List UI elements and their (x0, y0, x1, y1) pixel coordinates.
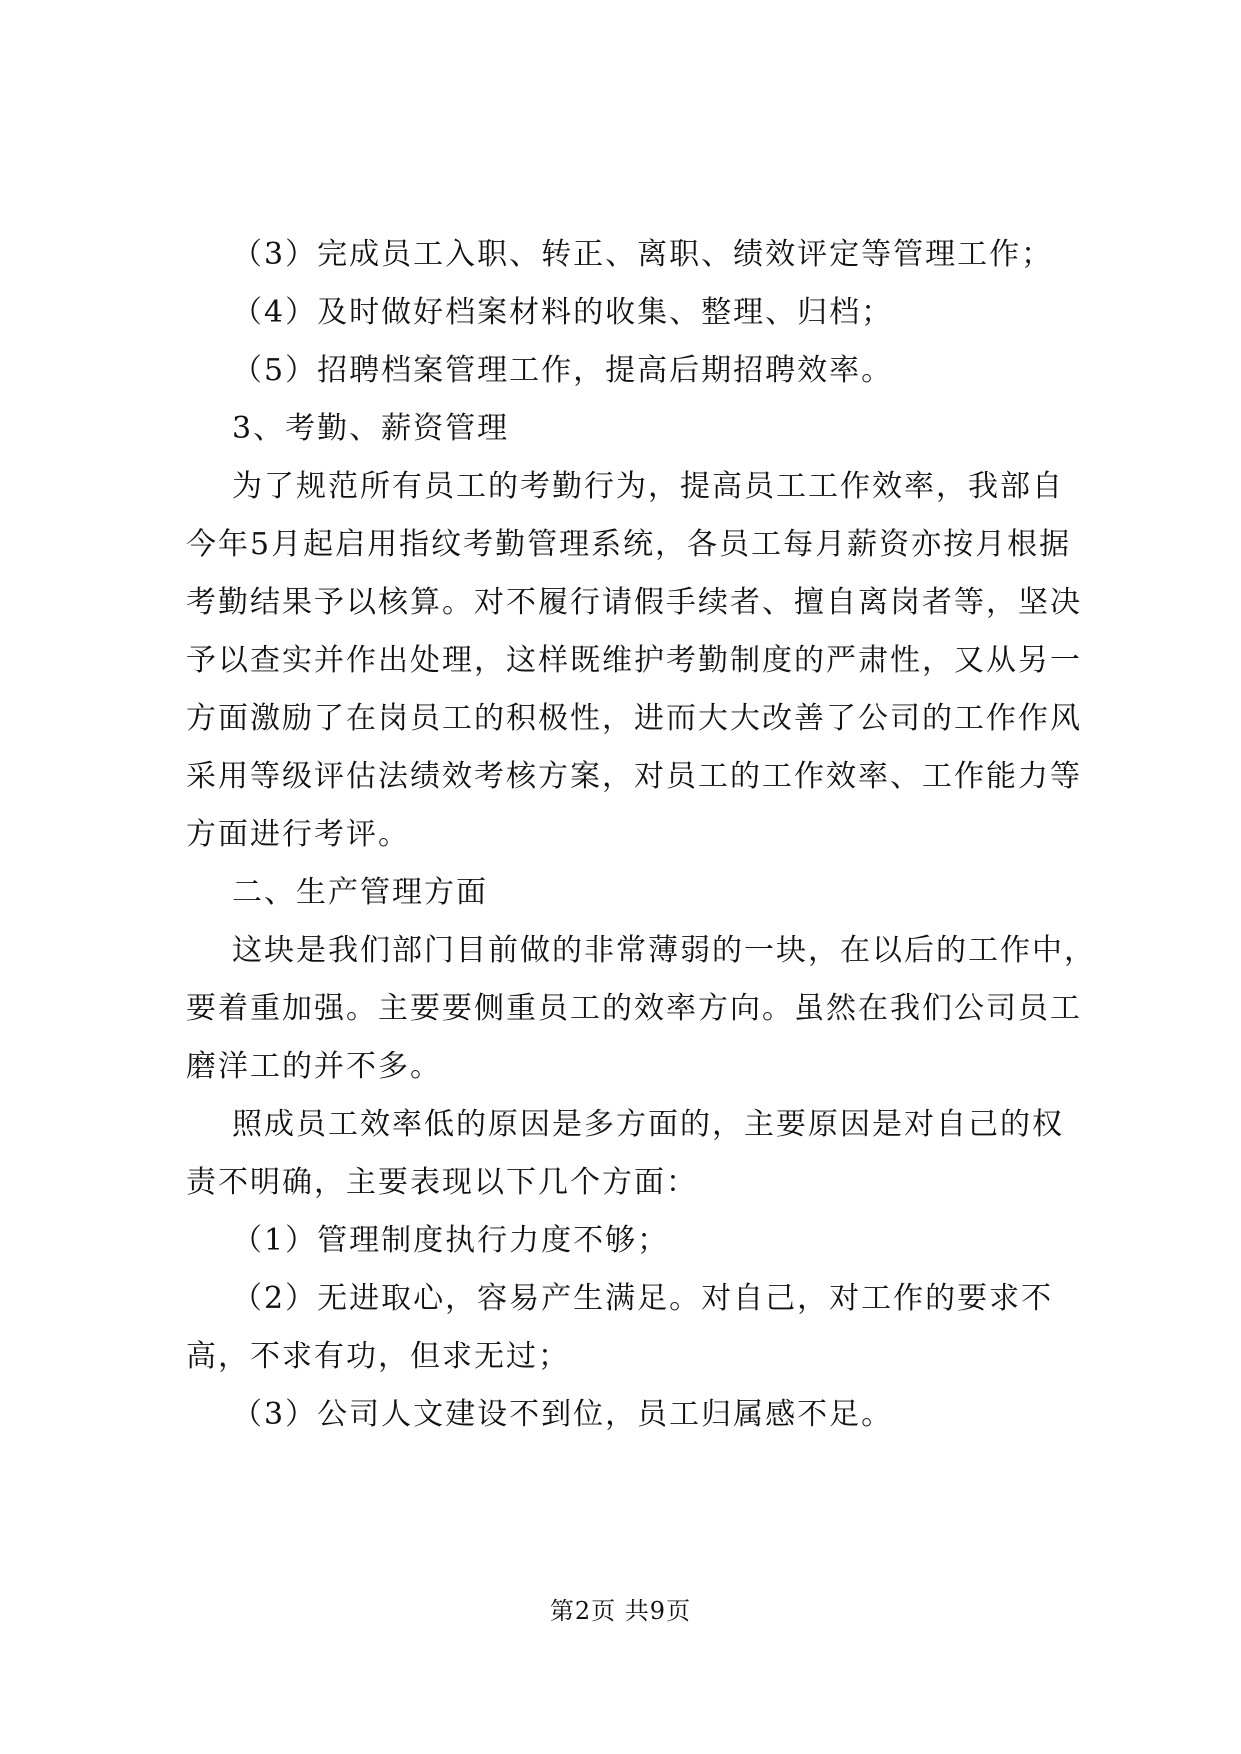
list-item: （3）完成员工入职、转正、离职、绩效评定等管理工作； (232, 237, 1054, 272)
paragraph-line: 考勤结果予以核算。对不履行请假手续者、擅自离岗者等，坚决 (186, 585, 1082, 620)
paragraph-line: 方面激励了在岗员工的积极性，进而大大改善了公司的工作作风 (186, 701, 1082, 736)
paragraph-line: 照成员工效率低的原因是多方面的，主要原因是对自己的权 (232, 1107, 1064, 1142)
list-item-continuation: 高，不求有功，但求无过； (186, 1339, 570, 1374)
paragraph-line: 今年5月起启用指纹考勤管理系统，各员工每月薪资亦按月根据 (186, 527, 1072, 562)
page-number-footer: 第2页 共9页 (549, 1597, 692, 1625)
paragraph-line: 采用等级评估法绩效考核方案，对员工的工作效率、工作能力等 (186, 759, 1082, 794)
list-item: （1）管理制度执行力度不够； (232, 1223, 670, 1258)
document-body (186, 226, 1096, 1444)
paragraph-line: 要着重加强。主要要侧重员工的效率方向。虽然在我们公司员工 (186, 991, 1082, 1026)
section-heading: 二、生产管理方面 (232, 875, 488, 910)
paragraph-line: 这块是我们部门目前做的非常薄弱的一块，在以后的工作中， (232, 933, 1096, 968)
paragraph-line: 予以查实并作出处理，这样既维护考勤制度的严肃性，又从另一 (186, 643, 1082, 678)
paragraph-line: 方面进行考评。 (186, 817, 410, 852)
section-heading: 3、考勤、薪资管理 (232, 411, 510, 446)
paragraph-line: 为了规范所有员工的考勤行为，提高员工工作效率，我部自 (232, 469, 1064, 504)
list-item: （5）招聘档案管理工作，提高后期招聘效率。 (232, 353, 894, 388)
paragraph-line: 责不明确，主要表现以下几个方面： (186, 1165, 698, 1200)
list-item: （3）公司人文建设不到位，员工归属感不足。 (232, 1397, 894, 1432)
paragraph-line: 磨洋工的并不多。 (186, 1049, 442, 1084)
list-item: （4）及时做好档案材料的收集、整理、归档； (232, 295, 894, 330)
list-item: （2）无进取心，容易产生满足。对自己，对工作的要求不 (232, 1281, 1054, 1316)
